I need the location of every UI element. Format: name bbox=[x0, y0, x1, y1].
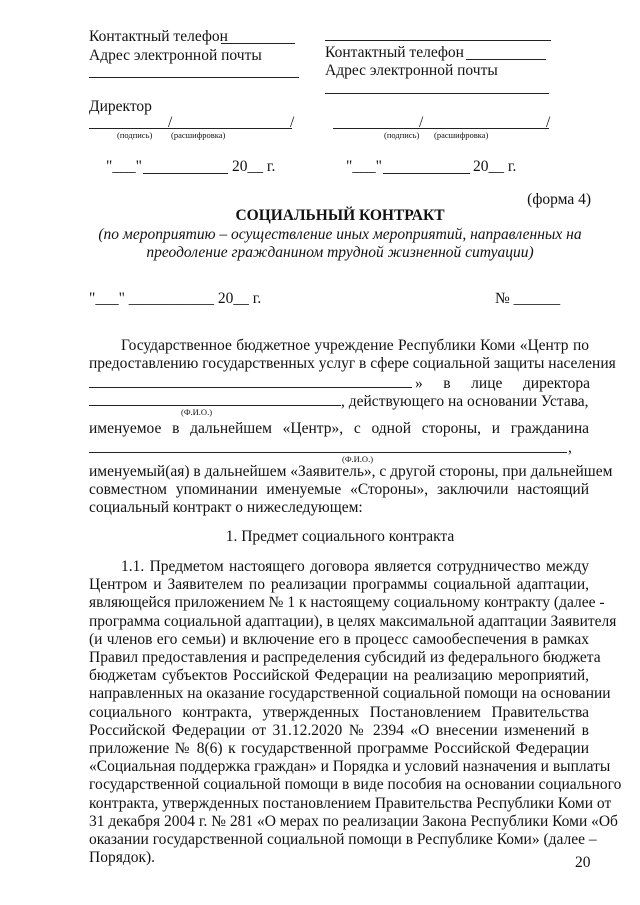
contract-number: № ______ bbox=[495, 290, 561, 307]
right-email-label: Адрес электронной почты bbox=[325, 62, 498, 79]
left-phone-label: Контактный телефон bbox=[89, 28, 228, 45]
document-title: СОЦИАЛЬНЫЙ КОНТРАКТ bbox=[235, 207, 445, 224]
left-email-line bbox=[89, 77, 299, 78]
clause-line: 1.1. Предметом настоящего договора является сотрудничество между bbox=[121, 558, 589, 575]
intro-line1: Государственное бюджетное учреждение Республики Коми «Центр по bbox=[121, 337, 589, 354]
director-label: Директор bbox=[89, 98, 152, 115]
intro-line5-wrap bbox=[89, 420, 589, 438]
left-decode-caption: (расшифровка) bbox=[171, 130, 226, 140]
clause-line: социального контракта, утвержденных Постановлением Правительства bbox=[89, 703, 589, 721]
right-date-month-line bbox=[383, 173, 470, 174]
left-date-year: 20__ г. bbox=[232, 158, 276, 175]
citizen-line-comma: , bbox=[568, 439, 572, 456]
right-email-line bbox=[325, 93, 549, 94]
intro-line4: , действующего на основании Устава, bbox=[341, 393, 589, 410]
clause-line: Российской Федерации от 31.12.2020 № 2394 «О внесении изменений в bbox=[89, 721, 589, 739]
left-sign-caption: (подпись) bbox=[117, 130, 153, 140]
intro-center-name-line bbox=[89, 387, 412, 388]
intro-line7: именуемый(ая) в дальнейшем «Заявитель», с другой стороны, при дальнейшем bbox=[89, 463, 613, 480]
clause-line: являющейся приложением № 1 к настоящему социальному контракту (далее - bbox=[89, 594, 605, 612]
clause-line: «Социальная поддержка граждан» и Порядка и условий назначения и выплаты bbox=[89, 758, 611, 776]
right-decode-caption: (расшифровка) bbox=[434, 130, 489, 140]
clause-line: государственной социальной помощи в виде пособия на основании социального bbox=[89, 776, 622, 794]
right-phone-label: Контактный телефон bbox=[325, 44, 464, 61]
right-sign-caption: (подпись) bbox=[384, 130, 420, 140]
citizen-name-line bbox=[89, 452, 567, 453]
left-signature-line bbox=[89, 128, 292, 129]
right-top-line bbox=[325, 40, 551, 41]
left-phone-line bbox=[221, 43, 295, 44]
right-date-quote: "___" bbox=[346, 158, 382, 175]
clause-line: 31 декабря 2004 г. № 281 «О мерах по реализации Закона Республики Коми «Об bbox=[89, 812, 618, 830]
clause-1-1 bbox=[89, 558, 622, 867]
clause-line: бюджетам субъектов Российской Федерации на реализацию мероприятий, bbox=[89, 667, 589, 685]
right-sign-slash: / bbox=[419, 114, 424, 131]
clause-line: программа социальной адаптации), в целях максимальной адаптации Заявителя bbox=[89, 612, 617, 630]
intro-line8: совместном упоминании именуемые «Стороны», заключили настоящий bbox=[89, 481, 589, 499]
clause-line: оказании государственной социальной помощи в Республике Коми» (далее – bbox=[89, 831, 597, 849]
intro-line5: именуемое в дальнейшем «Центр», с одной стороны, и гражданина bbox=[89, 420, 589, 437]
contract-date: "___" ___________ 20__ г. bbox=[89, 290, 262, 307]
right-phone-line bbox=[466, 59, 546, 60]
intro-line2: предоставлению государственных услуг в сфере социальной защиты населения bbox=[89, 355, 616, 373]
clause-line: Правил предоставления и распределения субсидий из федерального бюджета bbox=[89, 649, 601, 667]
clause-line: направленных на оказание государственной социальной помощи на основании bbox=[89, 685, 611, 703]
clause-line: (и членов его семьи) и включение его в процесс самообеспечения в рамках bbox=[89, 630, 589, 648]
intro-tail bbox=[89, 463, 613, 518]
right-signature-line bbox=[333, 128, 549, 129]
fio-caption-citizen: (Ф.И.О.) bbox=[342, 454, 374, 464]
intro-director-line bbox=[89, 405, 341, 406]
intro-line3 bbox=[415, 374, 590, 393]
fio-caption-director: (Ф.И.О.) bbox=[181, 407, 213, 417]
clause-line: контракта, утвержденных постановлением Правительства Республики Коми от bbox=[89, 794, 612, 812]
left-email-label: Адрес электронной почты bbox=[89, 47, 262, 64]
left-date-quote: "___" bbox=[106, 158, 142, 175]
clause-line: приложение № 8(6) к государственной программе Российской Федерации bbox=[89, 740, 589, 758]
right-sign-slash-end: / bbox=[546, 114, 551, 131]
clause-line: Центром и Заявителем по реализации программы социальной адаптации, bbox=[89, 576, 589, 594]
section1-heading: 1. Предмет социального контракта bbox=[225, 528, 455, 545]
page-number: 20 bbox=[575, 854, 591, 871]
intro-line9: социальный контракт о нижеследующем: bbox=[89, 499, 363, 517]
document-subtitle-line2: преодоление гражданином трудной жизненной ситуации) bbox=[146, 244, 534, 261]
document-subtitle-line1: (по мероприятию – осуществление иных мероприятий, направленных на bbox=[98, 226, 582, 243]
left-sign-slash-end: / bbox=[290, 114, 295, 131]
clause-line: Порядок). bbox=[89, 849, 156, 867]
intro-line3-text: » в лице директора bbox=[415, 375, 590, 392]
right-date-year: 20__ г. bbox=[473, 158, 517, 175]
form-number: (форма 4) bbox=[527, 191, 591, 208]
left-date-month-line bbox=[143, 173, 228, 174]
left-sign-slash: / bbox=[168, 114, 173, 131]
intro-paragraph bbox=[89, 337, 616, 373]
